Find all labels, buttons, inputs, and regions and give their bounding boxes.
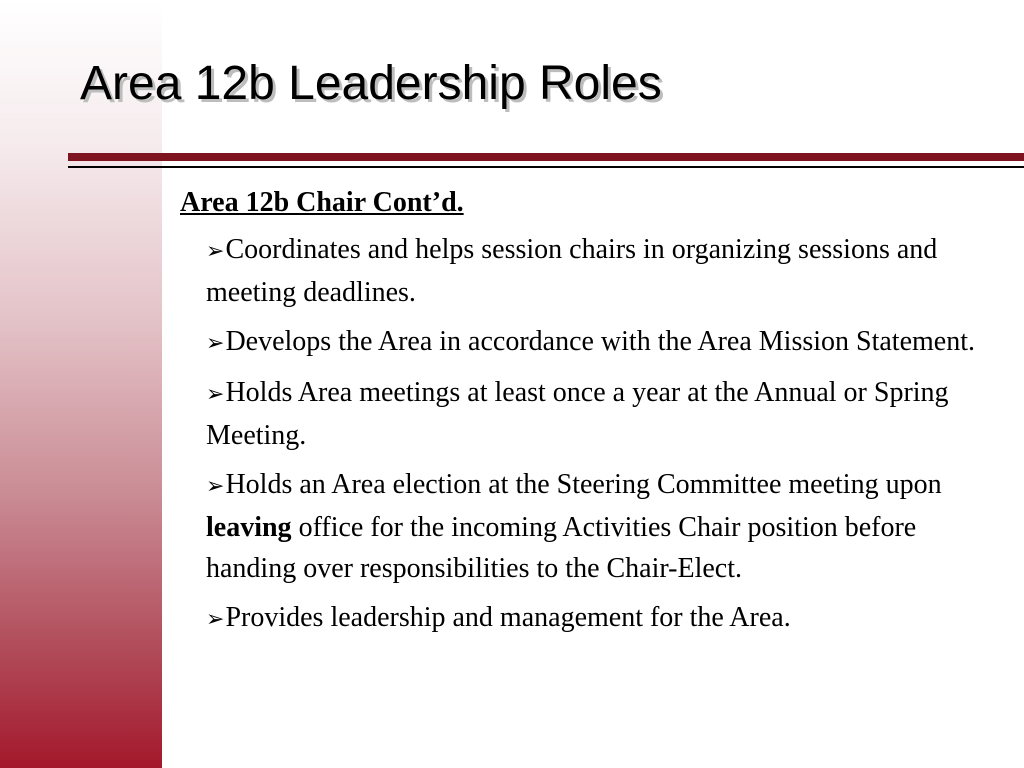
bullet-text: Holds Area meetings at least once a year at the Annual or Spring Meeting. bbox=[206, 377, 949, 451]
bullet-item bbox=[206, 597, 1000, 640]
arrow-bullet-icon: ➢ bbox=[206, 382, 225, 407]
section-subheading: Area 12b Chair Cont’d. bbox=[180, 187, 464, 218]
arrow-bullet-icon: ➢ bbox=[206, 331, 225, 356]
bullet-text: Develops the Area in accordance with the Area Mission Statement. bbox=[225, 326, 975, 357]
bullet-text: Coordinates and helps session chairs in organizing sessions and meeting deadlines. bbox=[206, 234, 938, 308]
arrow-bullet-icon: ➢ bbox=[206, 607, 225, 632]
bullet-item bbox=[206, 372, 1000, 456]
bullet-text-pre: Holds an Area election at the Steering Committee meeting upon bbox=[225, 469, 942, 500]
slide-title: Area 12b Leadership Roles bbox=[80, 57, 662, 110]
bullet-text: Provides leadership and management for the Area. bbox=[225, 602, 791, 633]
arrow-bullet-icon: ➢ bbox=[206, 239, 225, 264]
bullet-list bbox=[180, 229, 1000, 640]
arrow-bullet-icon: ➢ bbox=[206, 474, 225, 499]
title-rule-thick bbox=[68, 153, 1024, 161]
bullet-text-emphasis: leaving bbox=[206, 512, 292, 543]
title-rule-thin bbox=[68, 166, 1024, 168]
bullet-item bbox=[206, 321, 1000, 364]
bullet-item bbox=[206, 464, 1000, 589]
left-gradient-band bbox=[0, 0, 162, 768]
bullet-text-post: office for the incoming Activities Chair position before handing over responsibilities to the Chair-Elect. bbox=[206, 512, 917, 584]
slide-content bbox=[180, 183, 1000, 648]
bullet-item bbox=[206, 229, 1000, 313]
